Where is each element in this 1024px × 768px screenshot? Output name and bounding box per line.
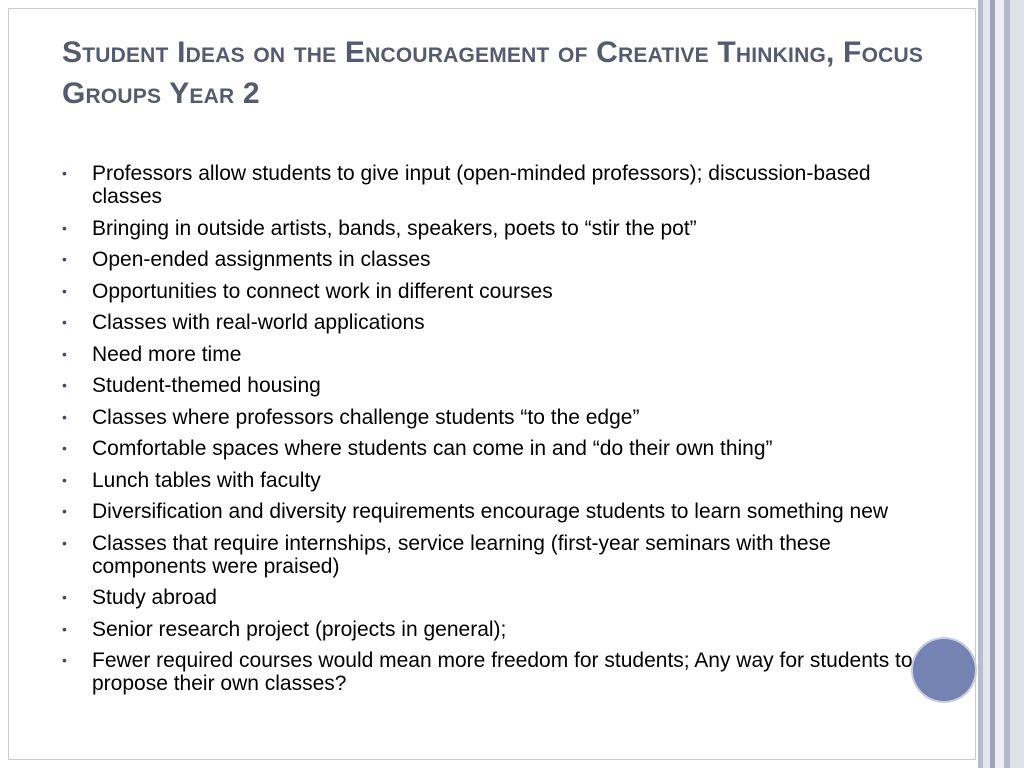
bullet-text: Bringing in outside artists, bands, speakers, poets to “stir the pot” xyxy=(92,216,697,240)
bullet-dot-icon: • xyxy=(62,251,67,267)
bullet-item xyxy=(62,406,922,429)
bullet-dot-icon: • xyxy=(62,440,67,456)
bullet-dot-icon: • xyxy=(62,408,67,425)
bullet-item xyxy=(62,248,922,271)
bullet-dot-icon: • xyxy=(62,534,67,551)
bullet-text: Classes that require internships, service learning (first-year seminars with these components were praised) xyxy=(92,531,831,578)
bullet-text: Comfortable spaces where students can come in and “do their own thing” xyxy=(92,437,773,460)
bullet-list xyxy=(62,162,922,704)
bullet-item xyxy=(62,649,922,695)
bullet-text: Opportunities to connect work in different courses xyxy=(92,279,553,303)
bullet-item xyxy=(62,469,922,492)
bullet-item xyxy=(62,311,922,334)
bullet-item xyxy=(62,500,922,523)
bullet-dot-icon: • xyxy=(62,219,67,236)
bullet-item xyxy=(62,217,922,240)
bullet-text: Need more time xyxy=(92,342,242,366)
bullet-item xyxy=(62,586,922,609)
slide-title: Student Ideas on the Encouragement of Creative Thinking, Focus Groups Year 2 xyxy=(62,36,924,110)
bullet-dot-icon: • xyxy=(62,620,67,637)
bullet-item xyxy=(62,343,922,366)
bullet-dot-icon: • xyxy=(62,503,67,519)
decorative-stripe xyxy=(983,0,990,768)
bullet-dot-icon: • xyxy=(62,165,67,181)
decorative-stripe xyxy=(995,0,1004,768)
bullet-dot-icon: • xyxy=(62,589,67,605)
bullet-dot-icon: • xyxy=(62,314,67,330)
bullet-item xyxy=(62,374,922,397)
bullet-text: Classes where professors challenge students “to the edge” xyxy=(92,405,640,429)
decorative-stripe xyxy=(1010,0,1024,768)
bullet-text: Student-themed housing xyxy=(92,374,321,397)
bullet-text: Study abroad xyxy=(92,586,217,609)
bullet-item xyxy=(62,532,922,578)
bullet-dot-icon: • xyxy=(62,345,67,362)
bullet-item xyxy=(62,280,922,303)
bullet-dot-icon: • xyxy=(62,282,67,299)
bullet-text: Professors allow students to give input (open-minded professors); discussion-based classes xyxy=(92,162,871,208)
bullet-dot-icon: • xyxy=(62,471,67,488)
bullet-item xyxy=(62,162,922,208)
bullet-text: Senior research project (projects in general); xyxy=(92,617,507,641)
bullet-item xyxy=(62,437,922,460)
decorative-circle xyxy=(913,639,975,701)
bullet-dot-icon: • xyxy=(62,652,67,668)
bullet-text: Lunch tables with faculty xyxy=(92,468,321,492)
bullet-text: Diversification and diversity requirements encourage students to learn something new xyxy=(92,500,889,523)
bullet-item xyxy=(62,618,922,641)
bullet-text: Open-ended assignments in classes xyxy=(92,248,431,271)
bullet-dot-icon: • xyxy=(62,377,67,393)
bullet-text: Classes with real-world applications xyxy=(92,311,425,334)
bullet-text: Fewer required courses would mean more freedom for students; Any way for students to propose their own classes? xyxy=(92,649,913,695)
